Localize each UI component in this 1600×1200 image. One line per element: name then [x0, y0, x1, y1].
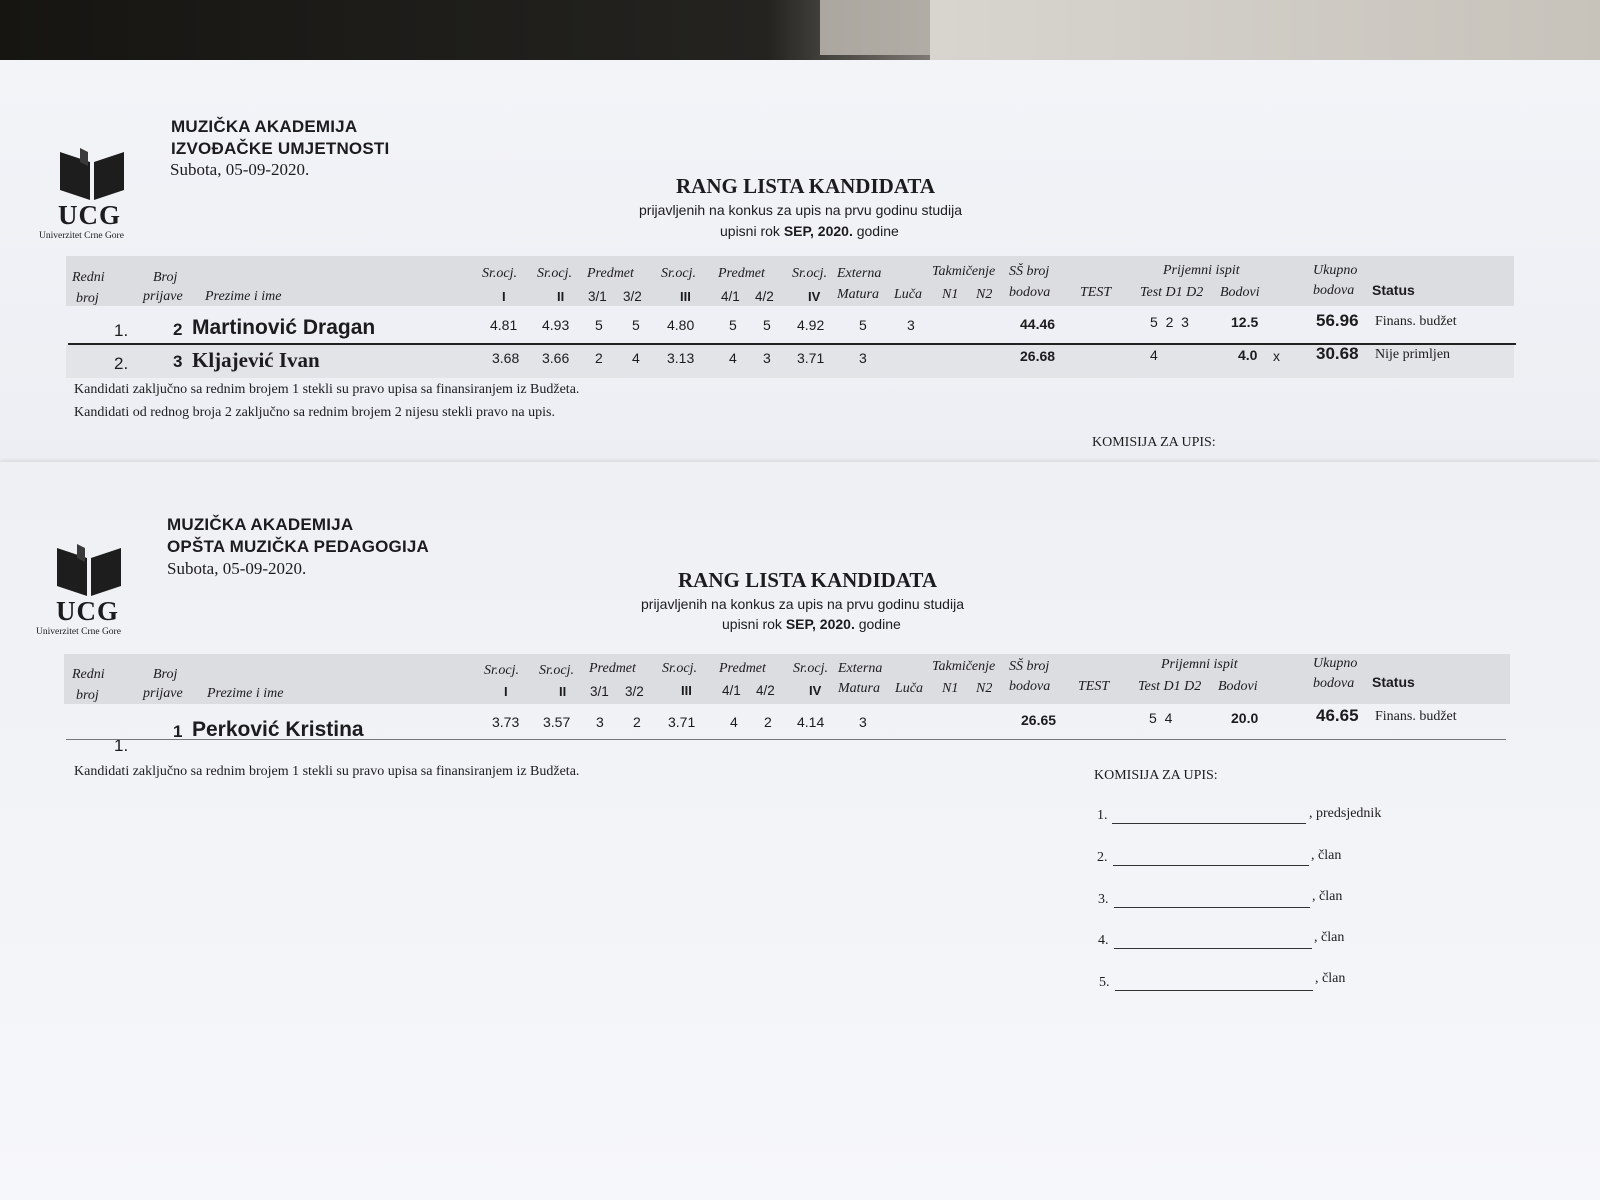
signature-role: , član — [1314, 930, 1345, 945]
header-prijemni: Prijemni ispit — [1163, 263, 1240, 278]
header-status: Status — [1372, 674, 1415, 690]
header-IV: IV — [808, 289, 821, 304]
header-broj-prijave: Broj — [153, 667, 178, 682]
signature-line — [1112, 823, 1306, 824]
header-ss-bodova: bodova — [1009, 285, 1051, 300]
header-predmet-3: Predmet — [589, 661, 636, 676]
subtitle: prijavljenih na konkus za upis na prvu godinu studija — [641, 596, 964, 612]
header-II: II — [559, 684, 567, 699]
header-test-d1-d2: Test D1 D2 — [1138, 679, 1202, 694]
signature-line — [1115, 990, 1313, 991]
header-srocj-1: Sr.ocj. — [484, 663, 519, 678]
commission-label: KOMISIJA ZA UPIS: — [1092, 435, 1216, 450]
header-test-d1-d2: Test D1 D2 — [1140, 285, 1204, 300]
header-ukupno-bodova: bodova — [1313, 283, 1355, 298]
row-status: Nije primljen — [1375, 347, 1451, 362]
row-sr3: 3.13 — [667, 350, 695, 366]
signature-role: , član — [1315, 971, 1346, 986]
footnote-not-admitted: Kandidati od rednog broja 2 zaključno sa rednim brojem 2 nijesu stekli pravo na upis. — [74, 405, 555, 420]
signature-number: 2. — [1097, 850, 1108, 865]
header-broj: broj — [76, 291, 99, 306]
header-4-2: 4/2 — [755, 289, 774, 304]
row-ss-bodova: 26.68 — [1020, 348, 1056, 364]
institution-name: MUZIČKA AKADEMIJA — [171, 117, 358, 136]
row-ss-bodova: 26.65 — [1021, 712, 1057, 728]
header-matura: Matura — [838, 681, 880, 696]
signature-line — [1114, 948, 1312, 949]
header-ss-broj: SŠ broj — [1009, 659, 1050, 674]
row-sr4: 4.14 — [797, 714, 825, 730]
row-ukupno: 56.96 — [1316, 311, 1359, 330]
header-takmicenje: Takmičenje — [932, 264, 996, 279]
header-4-1: 4/1 — [722, 683, 741, 698]
header-broj-prijave: Broj — [153, 270, 178, 285]
document-date: Subota, 05-09-2020. — [170, 160, 310, 179]
row-divider — [66, 739, 1506, 740]
row-p41: 4 — [729, 350, 737, 366]
row-p32: 4 — [632, 350, 640, 366]
header-srocj-2: Sr.ocj. — [537, 266, 572, 281]
header-srocj-4: Sr.ocj. — [793, 661, 828, 676]
header-predmet-4: Predmet — [718, 266, 765, 281]
row-sr1: 4.81 — [490, 317, 518, 333]
institution-department: OPŠTA MUZIČKA PEDAGOGIJA — [167, 537, 430, 556]
row-status: Finans. budžet — [1375, 314, 1457, 329]
signature-number: 5. — [1099, 975, 1110, 990]
row-p31: 5 — [595, 317, 603, 333]
document-sheet-1 — [0, 60, 1600, 480]
row-sr4: 3.71 — [797, 350, 825, 366]
header-name: Prezime i ime — [207, 686, 284, 701]
row-redni: 1. — [114, 321, 129, 340]
header-broj: broj — [76, 688, 99, 703]
ucg-logo-icon — [58, 146, 126, 202]
header-srocj-3: Sr.ocj. — [661, 266, 696, 281]
header-4-2: 4/2 — [756, 683, 775, 698]
header-IV: IV — [809, 683, 822, 698]
header-3-2: 3/2 — [623, 289, 642, 304]
header-srocj-2: Sr.ocj. — [539, 663, 574, 678]
footnote-financed: Kandidati zaključno sa rednim brojem 1 stekli su pravo upisa sa finansiranjem iz Budžeta. — [74, 764, 580, 779]
row-bodovi: 12.5 — [1231, 314, 1259, 330]
header-predmet-3: Predmet — [587, 266, 634, 281]
header-n2: N2 — [976, 287, 993, 302]
header-test: TEST — [1078, 679, 1110, 694]
row-p41: 5 — [729, 317, 737, 333]
page-title: RANG LISTA KANDIDATA — [678, 568, 938, 592]
header-II: II — [557, 289, 565, 304]
footnote-financed: Kandidati zaključno sa rednim brojem 1 stekli su pravo upisa sa finansiranjem iz Budžeta. — [74, 382, 580, 397]
header-test: TEST — [1080, 285, 1112, 300]
header-takmicenje: Takmičenje — [932, 659, 996, 674]
term-prefix: upisni rok — [720, 223, 780, 239]
row-redni: 2. — [114, 354, 129, 373]
logo-text: UCG — [58, 200, 121, 230]
row-sr2: 3.57 — [543, 714, 571, 730]
row-bodovi: 20.0 — [1231, 710, 1259, 726]
header-3-1: 3/1 — [590, 684, 609, 699]
row-ukupno: 46.65 — [1316, 706, 1359, 725]
row-p42: 3 — [763, 350, 771, 366]
header-externa: Externa — [838, 661, 883, 676]
logo-subtext: Univerzitet Crne Gore — [36, 627, 121, 637]
row-p41: 4 — [730, 714, 738, 730]
row-broj: 2 — [173, 320, 183, 339]
document-date: Subota, 05-09-2020. — [167, 559, 307, 578]
row-test-d: 4 — [1150, 347, 1158, 363]
signature-role: , član — [1312, 889, 1343, 904]
term-suffix: godine — [858, 616, 901, 632]
row-redni: 1. — [114, 736, 129, 755]
row-matura: 3 — [859, 350, 867, 366]
header-ss-broj: SŠ broj — [1009, 264, 1050, 279]
ucg-logo-icon — [55, 542, 123, 598]
header-srocj-3: Sr.ocj. — [662, 661, 697, 676]
signature-role: , član — [1311, 848, 1342, 863]
row-ss-bodova: 44.46 — [1020, 316, 1056, 332]
row-sr4: 4.92 — [797, 317, 825, 333]
header-redni: Redni — [72, 667, 105, 682]
header-n1: N1 — [942, 287, 959, 302]
header-3-2: 3/2 — [625, 684, 644, 699]
header-luca: Luča — [894, 287, 922, 302]
background-binder-edge — [820, 0, 930, 55]
row-p32: 2 — [633, 714, 641, 730]
row-name: Martinović Dragan — [192, 316, 376, 339]
header-prijave: prijave — [143, 686, 183, 701]
header-ukupno-bodova: bodova — [1313, 676, 1355, 691]
row-sr2: 3.66 — [542, 350, 570, 366]
row-broj: 1 — [173, 722, 183, 741]
row-x-mark: x — [1273, 348, 1280, 364]
row-ukupno: 30.68 — [1316, 344, 1359, 363]
logo-text: UCG — [56, 596, 119, 626]
row-matura: 5 — [859, 317, 867, 333]
row-p31: 3 — [596, 714, 604, 730]
row-sr3: 4.80 — [667, 317, 695, 333]
term-prefix: upisni rok — [722, 616, 782, 632]
row-luca: 3 — [907, 317, 915, 333]
subtitle-term — [722, 616, 901, 632]
row-name: Perković Kristina — [192, 718, 364, 741]
header-3-1: 3/1 — [588, 289, 607, 304]
row-bodovi: 4.0 — [1238, 347, 1258, 363]
row-p42: 2 — [764, 714, 772, 730]
row-sr3: 3.71 — [668, 714, 696, 730]
header-externa: Externa — [837, 266, 882, 281]
table-header — [66, 256, 1514, 306]
header-name: Prezime i ime — [205, 289, 282, 304]
signature-role: , predsjednik — [1309, 806, 1382, 821]
header-redni: Redni — [72, 270, 105, 285]
row-test-d: 5 4 — [1149, 710, 1173, 726]
header-srocj-4: Sr.ocj. — [792, 266, 827, 281]
signature-line — [1113, 865, 1309, 866]
header-luca: Luča — [895, 681, 923, 696]
row-p32: 5 — [632, 317, 640, 333]
signature-number: 1. — [1097, 808, 1108, 823]
signature-number: 4. — [1098, 933, 1109, 948]
header-I: I — [502, 289, 506, 304]
header-srocj-1: Sr.ocj. — [482, 266, 517, 281]
signature-line — [1114, 907, 1310, 908]
row-p31: 2 — [595, 350, 603, 366]
subtitle: prijavljenih na konkus za upis na prvu godinu studija — [639, 202, 962, 218]
signature-number: 3. — [1098, 892, 1109, 907]
header-prijemni: Prijemni ispit — [1161, 657, 1238, 672]
row-sr1: 3.68 — [492, 350, 520, 366]
header-I: I — [504, 684, 508, 699]
row-broj: 3 — [173, 352, 183, 371]
logo-subtext: Univerzitet Crne Gore — [39, 231, 124, 241]
header-prijave: prijave — [143, 289, 183, 304]
row-test-d: 5 2 3 — [1150, 314, 1189, 330]
page-title: RANG LISTA KANDIDATA — [676, 174, 936, 198]
document-sheet-2 — [0, 462, 1600, 1200]
header-matura: Matura — [837, 287, 879, 302]
header-III: III — [681, 683, 692, 698]
header-bodovi: Bodovi — [1220, 285, 1260, 300]
header-n2: N2 — [976, 681, 993, 696]
header-ukupno: Ukupno — [1313, 263, 1358, 278]
row-sr2: 4.93 — [542, 317, 570, 333]
header-predmet-4: Predmet — [719, 661, 766, 676]
institution-name: MUZIČKA AKADEMIJA — [167, 515, 354, 534]
subtitle-term — [720, 223, 899, 239]
header-III: III — [680, 289, 691, 304]
row-name: Kljajević Ivan — [192, 348, 320, 372]
commission-label: KOMISIJA ZA UPIS: — [1094, 768, 1218, 783]
term-value: SEP, 2020. — [783, 223, 853, 239]
header-status: Status — [1372, 282, 1415, 298]
row-status: Finans. budžet — [1375, 709, 1457, 724]
header-4-1: 4/1 — [721, 289, 740, 304]
header-bodovi: Bodovi — [1218, 679, 1258, 694]
row-matura: 3 — [859, 714, 867, 730]
header-ss-bodova: bodova — [1009, 679, 1051, 694]
header-ukupno: Ukupno — [1313, 656, 1358, 671]
term-value: SEP, 2020. — [785, 616, 855, 632]
institution-department: IZVOĐAČKE UMJETNOSTI — [171, 139, 390, 158]
row-p42: 5 — [763, 317, 771, 333]
term-suffix: godine — [856, 223, 899, 239]
header-n1: N1 — [942, 681, 959, 696]
row-sr1: 3.73 — [492, 714, 520, 730]
